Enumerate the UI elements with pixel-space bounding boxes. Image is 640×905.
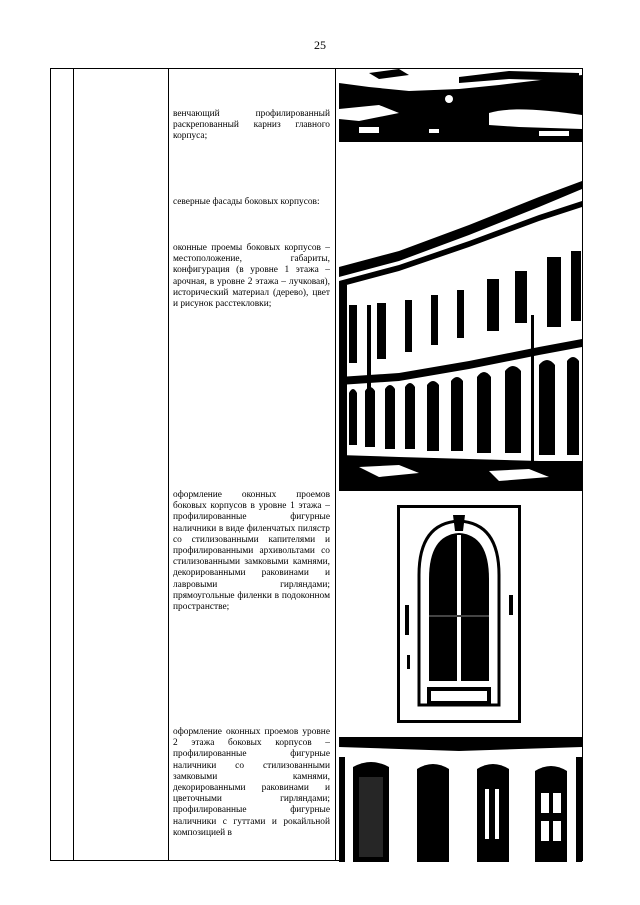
photo-window-floor1 — [397, 505, 521, 723]
photo-north-facade — [339, 155, 582, 491]
row-text-window-decor-floor2: оформление оконных проемов уровне 2 этажа боковых корпусов – профилированные фигурные наличники со стилизованными замковыми камнями, декорированными раковинами и цветочными гирляндами; профилированные фигурные наличники с гуттами и рокайльной композицией в — [173, 727, 330, 838]
row-text-window-decor-floor1: оформление оконных проемов боковых корпусов в уровне 1 этажа – профилированные фигурные наличники в виде филенчатых пилястр со стилизованными капителями и профилированными архивольтами со стилизованными замковыми камнями, декорированными раковинами и лавровыми гирляндами; прямоугольные филенки в подоконном пространстве; — [173, 490, 330, 613]
photo-window-floor2 — [339, 737, 582, 862]
row-text-window-openings: оконные проемы боковых корпусов – местоположение, габариты, конфигурация (в уровне 1 этажа – арочная, в уровне 2 этажа – лучковая), исторический материал (дерево), цвет и рисунок расстекловки; — [173, 243, 330, 310]
photo-window-floor2-image — [339, 737, 582, 862]
column-divider-3 — [335, 69, 336, 860]
photo-cornice-image — [339, 69, 582, 142]
photo-window-floor1-image — [397, 505, 521, 723]
table — [50, 68, 583, 861]
column-divider-1 — [73, 69, 74, 860]
photo-cornice — [339, 69, 582, 142]
page-number: 25 — [314, 38, 326, 52]
row-text-north-facades: северные фасады боковых корпусов: — [173, 197, 320, 207]
row-text-cornice: венчающий профилированный раскрепованный карниз главного корпуса; — [173, 109, 330, 142]
column-divider-2 — [168, 69, 169, 860]
photo-north-facade-image — [339, 155, 582, 491]
